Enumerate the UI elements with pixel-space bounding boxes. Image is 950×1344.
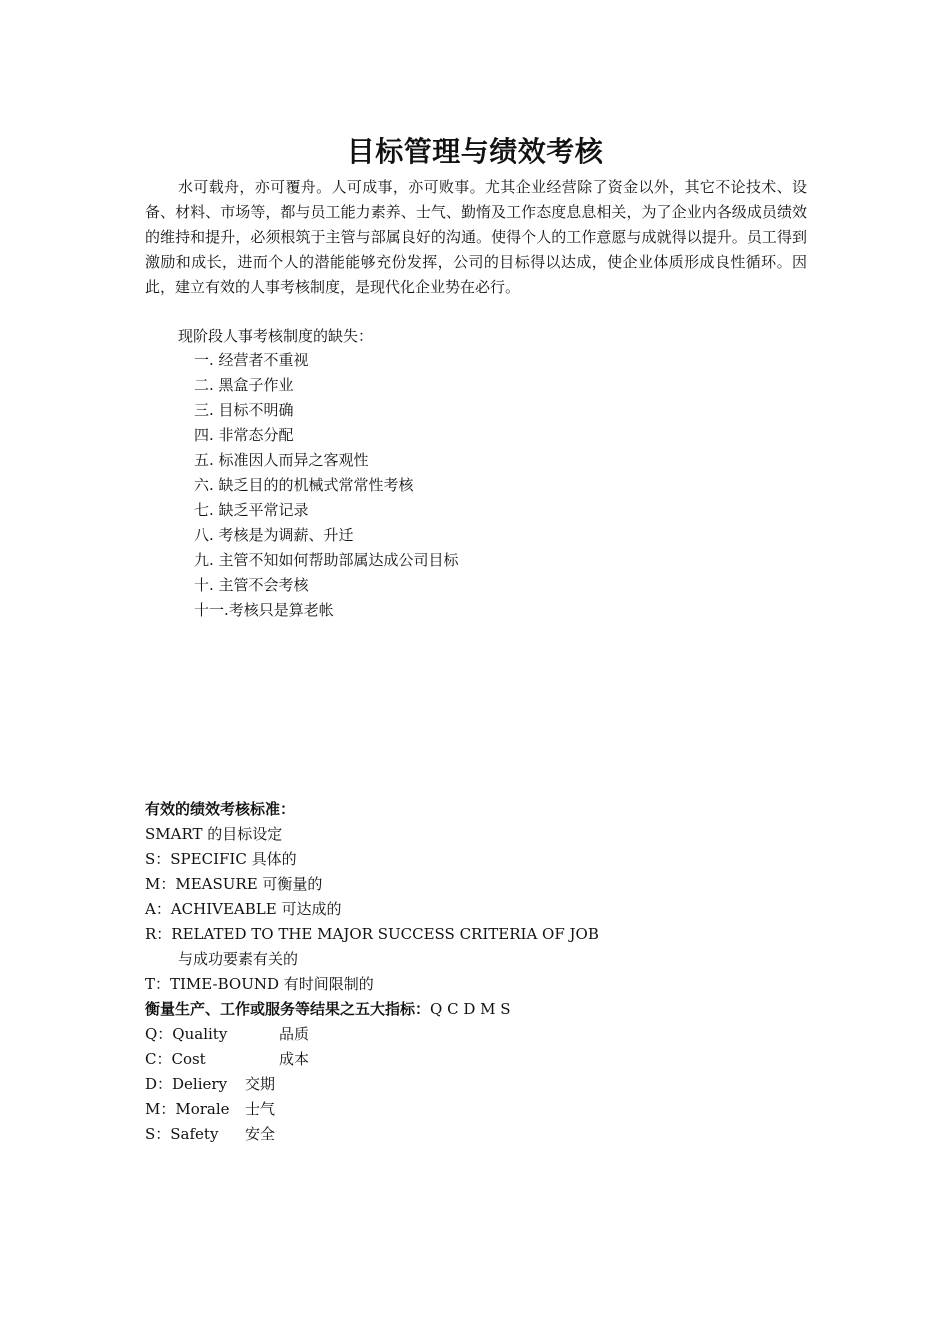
intro-paragraph: 水可载舟，亦可覆舟。人可成事，亦可败事。尤其企业经营除了资金以外，其它不论技术、设备、材料、市场等，都与员工能力素养、士气、勤惰及工作态度息息相关，为了企业内各级成员绩效的维持和提升，必须根筑于主管与部属良好的沟通。使得个人的工作意愿与成就得以提升。员工得到激励和成长，进而个人的潜能能够充份发挥，公司的目标得以达成，使企业体质形成良性循环。因此，建立有效的人事考核制度，是现代化企业势在必行。 — [145, 178, 807, 296]
smart-item: A：ACHIVEABLE 可达成的 — [145, 900, 342, 918]
smart-item: R：RELATED TO THE MAJOR SUCCESS CRITERIA OF JOB — [145, 925, 599, 943]
deficiency-item: 四. 非常态分配 — [194, 426, 294, 444]
deficiency-item: 七. 缺乏平常记录 — [194, 501, 309, 519]
deficiency-item: 八. 考核是为调薪、升迁 — [194, 526, 354, 544]
indicators-heading-line — [145, 997, 825, 1022]
smart-item: S：SPECIFIC 具体的 — [145, 850, 297, 868]
smart-item: M：MEASURE 可衡量的 — [145, 875, 323, 893]
smart-item: T：TIME-BOUND 有时间限制的 — [145, 975, 374, 993]
indicator-code: Q：Quality — [145, 1025, 228, 1043]
standards-heading: 有效的绩效考核标准： — [145, 800, 296, 818]
indicator-item — [145, 1072, 825, 1097]
indicator-meaning: 士气 — [245, 1100, 276, 1118]
performance-standards-section — [145, 797, 825, 1147]
deficiency-item: 六. 缺乏目的的机械式常常性考核 — [194, 476, 414, 494]
indicator-meaning: 安全 — [245, 1125, 276, 1143]
indicator-item — [145, 1022, 825, 1047]
deficiency-item: 一. 经营者不重视 — [194, 351, 309, 369]
indicator-item — [145, 1122, 825, 1147]
deficiency-item: 五. 标准因人而异之客观性 — [194, 451, 369, 469]
indicator-code: C：Cost — [145, 1050, 206, 1068]
indicator-item — [145, 1097, 825, 1122]
deficiency-item: 九. 主管不知如何帮助部属达成公司目标 — [194, 551, 459, 569]
smart-r-translation: 与成功要素有关的 — [178, 950, 299, 968]
deficiencies-list — [194, 348, 459, 623]
document-title: 目标管理与绩效考核 — [346, 135, 604, 168]
indicator-code: D：Deliery — [145, 1075, 228, 1093]
indicators-codes: Q C D M S — [430, 1000, 511, 1018]
deficiency-item: 十一.考核只是算老帐 — [194, 601, 334, 619]
indicator-code: S：Safety — [145, 1125, 219, 1143]
smart-line: SMART 的目标设定 — [145, 825, 283, 843]
indicator-meaning: 成本 — [279, 1050, 310, 1068]
indicator-meaning: 品质 — [279, 1025, 310, 1043]
deficiency-item: 三. 目标不明确 — [194, 401, 294, 419]
indicator-meaning: 交期 — [245, 1075, 276, 1093]
deficiency-item: 二. 黑盒子作业 — [194, 376, 294, 394]
deficiencies-heading: 现阶段人事考核制度的缺失： — [178, 327, 374, 345]
indicator-code: M：Morale — [145, 1100, 230, 1118]
indicator-item — [145, 1047, 825, 1072]
deficiency-item: 十. 主管不会考核 — [194, 576, 309, 594]
indicators-heading: 衡量生产、工作或服务等结果之五大指标： — [145, 1000, 431, 1018]
